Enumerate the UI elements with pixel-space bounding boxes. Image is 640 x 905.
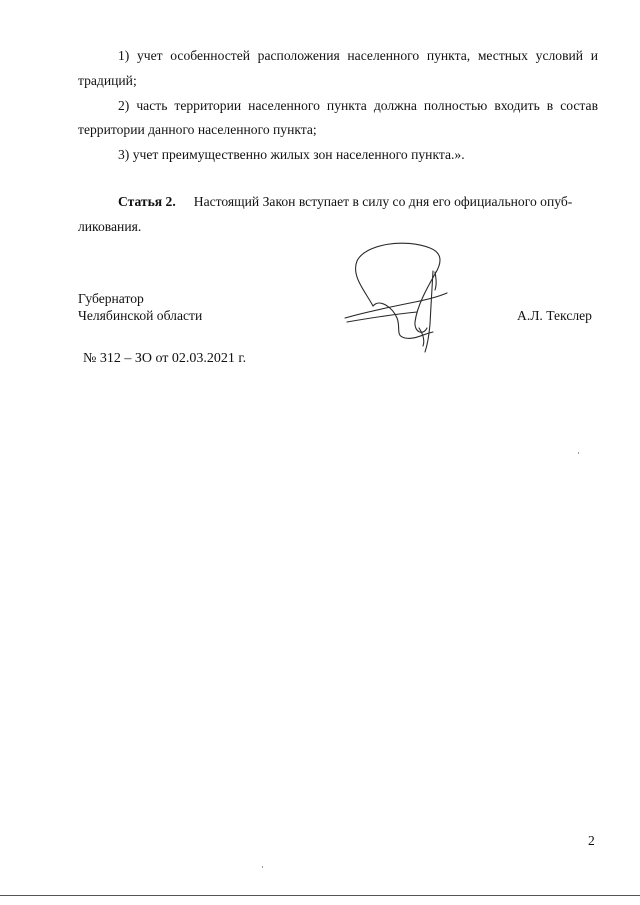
list-item-1-line-2: традиций;: [78, 73, 137, 88]
list-item-3: 3) учет преимущественно жилых зон населенного пункта.».: [118, 147, 465, 162]
signatory-title-line-1: Губернатор: [78, 291, 144, 306]
law-number: № 312 – ЗО от 02.03.2021 г.: [83, 351, 247, 366]
signatory-title-line-2: Челябинской области: [78, 308, 203, 323]
article-2-line-1: [118, 193, 598, 211]
article-label: Статья 2.: [118, 194, 176, 209]
list-item-2-line-1: 2) часть территории населенного пункта должна полностью входить в состав: [118, 98, 598, 113]
article-text: Настоящий Закон вступает в силу со дня его официального опуб-: [193, 194, 573, 209]
article-2-line-2: ликования.: [78, 219, 142, 234]
scan-artifact: [578, 452, 579, 454]
list-item-2-line-2: территории данного населенного пункта;: [78, 122, 317, 137]
signatory-name: А.Л. Текслер: [517, 308, 592, 323]
bottom-scan-edge: [0, 895, 640, 896]
list-item-1-line-1: 1) учет особенностей расположения населенного пункта, местных условий и: [118, 48, 598, 63]
handwritten-signature-icon: [335, 236, 455, 356]
page-number: 2: [588, 833, 595, 848]
scan-artifact: [262, 866, 263, 868]
